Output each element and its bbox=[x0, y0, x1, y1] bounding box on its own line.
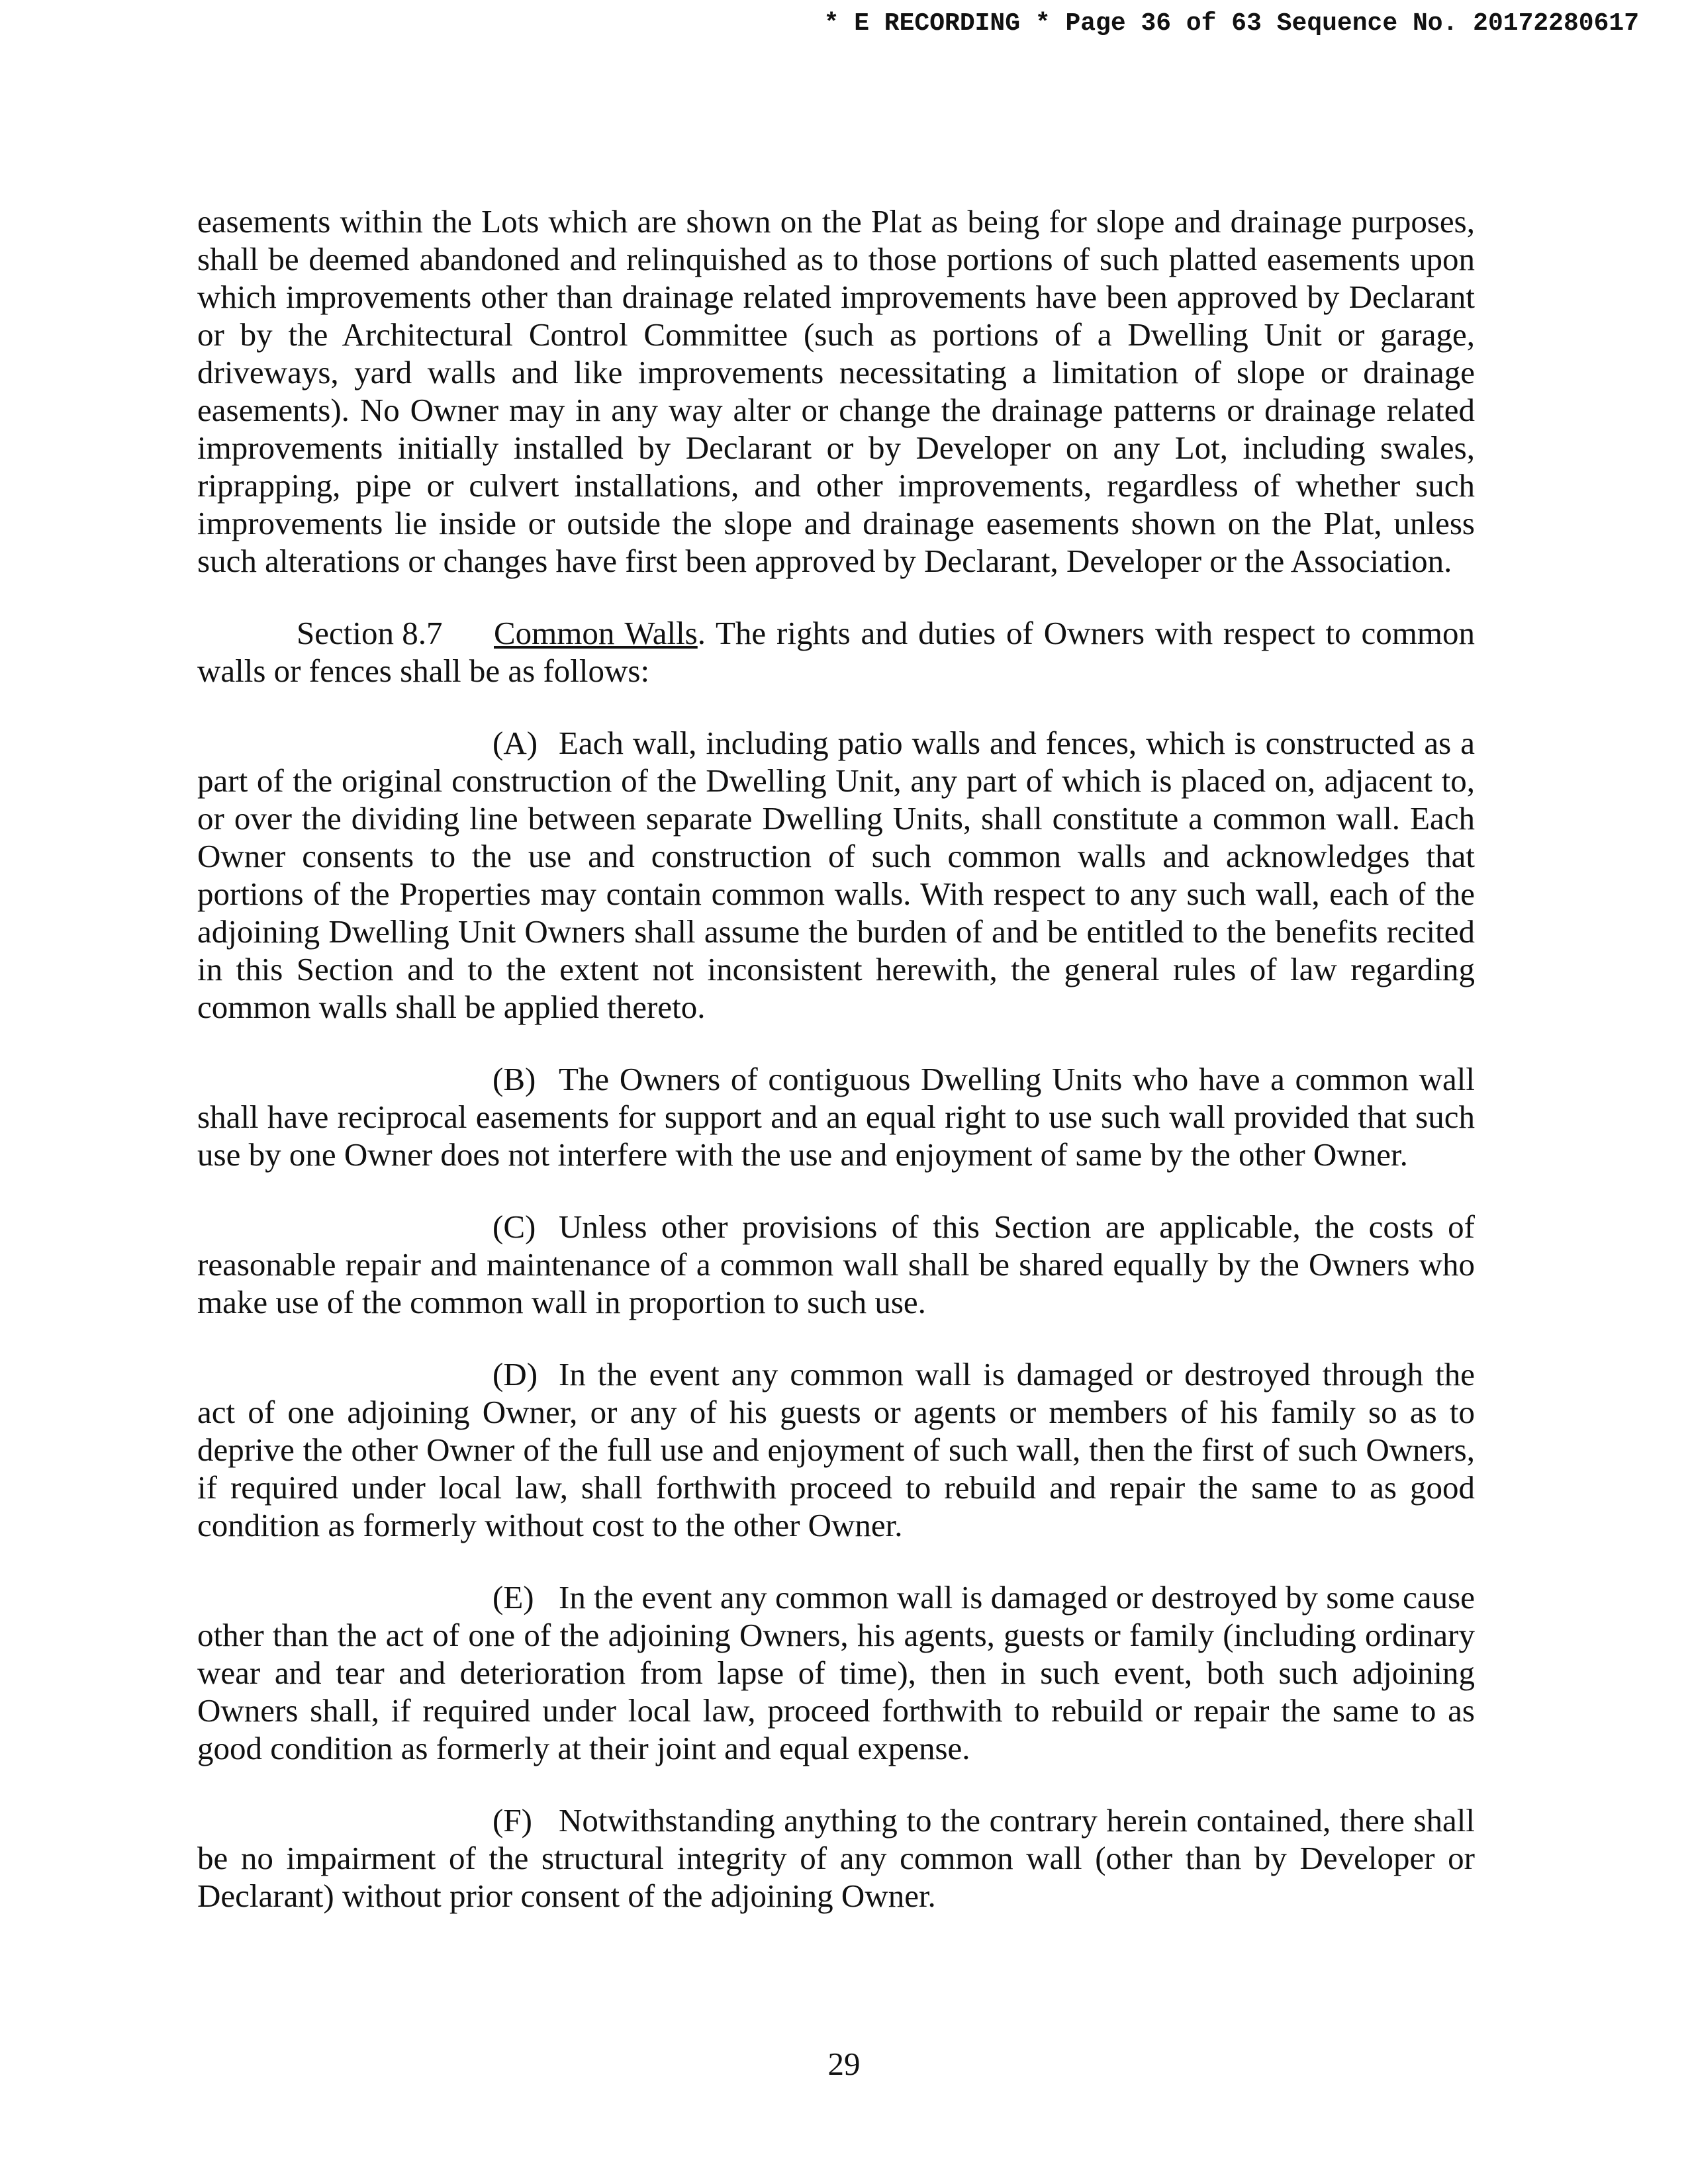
list-item bbox=[197, 1801, 1475, 1915]
item-label: (D) bbox=[492, 1356, 538, 1392]
section-number: Section 8.7 bbox=[297, 615, 443, 651]
section-title: Common Walls bbox=[494, 615, 698, 651]
list-item bbox=[197, 1060, 1475, 1173]
item-label: (E) bbox=[492, 1579, 534, 1615]
document-body bbox=[197, 203, 1475, 1915]
item-label: (F) bbox=[492, 1802, 532, 1839]
list-item bbox=[197, 724, 1475, 1026]
item-label: (B) bbox=[492, 1061, 536, 1097]
item-text: Each wall, including patio walls and fences, which is constructed as a part of the original construction of the Dwelling Unit, any part of which is placed on, adjacent to, or over the dividing line between separate Dwelling Units, shall constitute a common wall. Each Owner consents to the use and construction of such common walls and acknowledges that portions of the Properties may contain common walls. With respect to any such wall, each of the adjoining Dwelling Unit Owners shall assume the burden of and be entitled to the benefits recited in this Section and to the extent not inconsistent herewith, the general rules of law regarding common walls shall be applied thereto. bbox=[197, 725, 1475, 1025]
item-text: Notwithstanding anything to the contrary herein contained, there shall be no impairment of the structural integrity of any common wall (other than by Developer or Declarant) without prior consent of the adjoining Owner. bbox=[197, 1802, 1475, 1914]
item-label: (C) bbox=[492, 1208, 536, 1245]
item-label: (A) bbox=[492, 725, 538, 761]
list-item bbox=[197, 1355, 1475, 1544]
recording-header: * E RECORDING * Page 36 of 63 Sequence No. 20172280617 bbox=[823, 9, 1639, 38]
continuation-paragraph: easements within the Lots which are shown on the Plat as being for slope and drainage purposes, shall be deemed abandoned and relinquished as to those portions of such platted easements upon which improvements other than drainage related improvements have been approved by Declarant or by the Architectural Control Committee (such as portions of a Dwelling Unit or garage, driveways, yard walls and like improvements necessitating a limitation of slope or drainage easements). No Owner may in any way alter or change the drainage patterns or drainage related improvements initially installed by Declarant or by Developer on any Lot, including swales, riprapping, pipe or culvert installations, and other improvements, regardless of whether such improvements lie inside or outside the slope and drainage easements shown on the Plat, unless such alterations or changes have first been approved by Declarant, Developer or the Association. bbox=[197, 203, 1475, 579]
item-text: Unless other provisions of this Section are applicable, the costs of reasonable repair and maintenance of a common wall shall be shared equally by the Owners who make use of the common wall in proportion to such use. bbox=[197, 1208, 1475, 1320]
section-intro: . The rights and duties of Owners with respect to common walls or fences shall be as follows: bbox=[197, 615, 1475, 689]
list-item bbox=[197, 1578, 1475, 1767]
page-number: 29 bbox=[827, 2046, 861, 2082]
item-text: In the event any common wall is damaged or destroyed through the act of one adjoining Owner, or any of his guests or agents or members of his family so as to deprive the other Owner of the full use and enjoyment of such wall, then the first of such Owners, if required under local law, shall forthwith proceed to rebuild and repair the same to as good condition as formerly without cost to the other Owner. bbox=[197, 1356, 1475, 1543]
list-item bbox=[197, 1208, 1475, 1321]
item-text: The Owners of contiguous Dwelling Units who have a common wall shall have reciprocal easements for support and an equal right to use such wall provided that such use by one Owner does not interfere with the use and enjoyment of same by the other Owner. bbox=[197, 1061, 1475, 1173]
section-heading-paragraph bbox=[197, 614, 1475, 690]
item-text: In the event any common wall is damaged or destroyed by some cause other than the act of one of the adjoining Owners, his agents, guests or family (including ordinary wear and tear and deterioration from lapse of time), then in such event, both such adjoining Owners shall, if required under local law, proceed forthwith to rebuild or repair the same to as good condition as formerly at their joint and equal expense. bbox=[197, 1579, 1475, 1766]
